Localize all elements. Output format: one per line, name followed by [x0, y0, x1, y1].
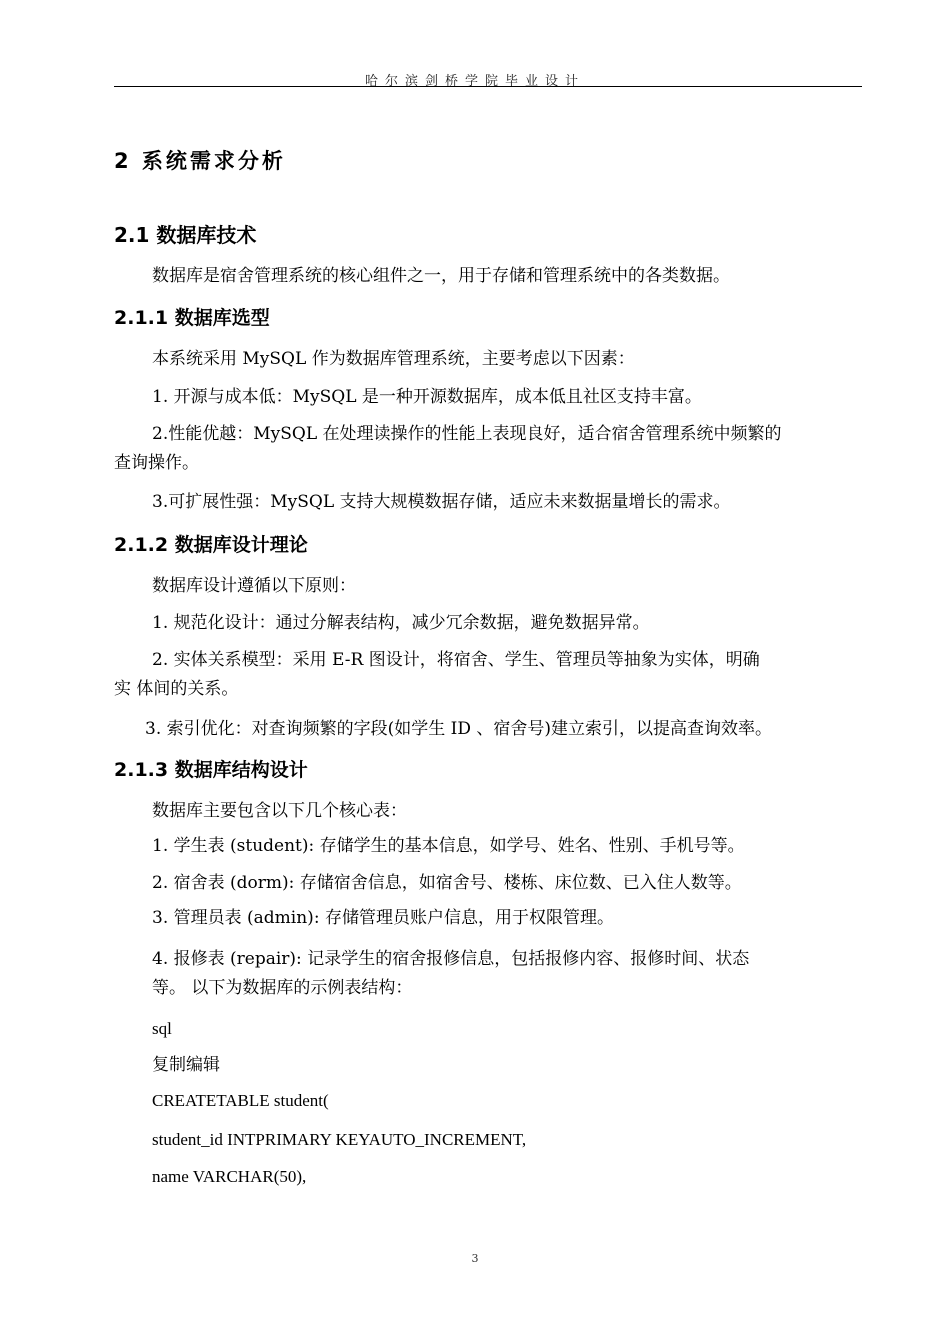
header-rule: [114, 86, 862, 87]
s212-item-1: 1. 规范化设计：通过分解表结构，减少冗余数据，避免数据异常。: [152, 613, 650, 633]
s212-item-2-line-2: 实 体间的关系。: [114, 679, 239, 699]
s211-item-1: 1. 开源与成本低：MySQL 是一种开源数据库，成本低且社区支持丰富。: [152, 387, 702, 407]
chapter-title: 2 系统需求分析: [114, 149, 286, 173]
s212-intro: 数据库设计遵循以下原则：: [152, 576, 356, 596]
code-line-1: CREATETABLE student(: [152, 1091, 329, 1110]
section-2-1-3-heading: 2.1.3 数据库结构设计: [114, 759, 308, 781]
s213-intro: 数据库主要包含以下几个核心表：: [152, 801, 407, 821]
s211-intro: 本系统采用 MySQL 作为数据库管理系统，主要考虑以下因素：: [152, 349, 635, 369]
s211-item-2-line-1: 2.性能优越：MySQL 在处理读操作的性能上表现良好，适合宿舍管理系统中频繁的: [152, 424, 782, 444]
section-2-1-2-heading: 2.1.2 数据库设计理论: [114, 534, 308, 556]
section-2-1-intro: 数据库是宿舍管理系统的核心组件之一，用于存储和管理系统中的各类数据。: [152, 266, 730, 286]
s213-item-4-line-2: 等。 以下为数据库的示例表结构：: [152, 978, 413, 998]
copy-edit-label: 复制编辑: [152, 1055, 220, 1075]
s211-item-3: 3.可扩展性强：MySQL 支持大规模数据存储，适应未来数据量增长的需求。: [152, 492, 731, 512]
s211-item-2-line-2: 查询操作。: [114, 453, 199, 473]
section-2-1-heading: 2.1 数据库技术: [114, 223, 257, 247]
s212-item-3: 3. 索引优化：对查询频繁的字段(如学生 ID 、宿舍号)建立索引，以提高查询效率。: [145, 719, 773, 739]
running-header: 哈尔滨剑桥学院毕业设计: [364, 74, 585, 89]
section-2-1-1-heading: 2.1.1 数据库选型: [114, 307, 270, 329]
s213-item-3: 3. 管理员表 (admin): 存储管理员账户信息，用于权限管理。: [152, 908, 614, 928]
page-number: 3: [471, 1252, 479, 1265]
code-language-label: sql: [152, 1019, 172, 1038]
s213-item-4-line-1: 4. 报修表 (repair): 记录学生的宿舍报修信息，包括报修内容、报修时间、状态: [152, 949, 750, 969]
code-line-3: name VARCHAR(50),: [152, 1167, 307, 1186]
code-line-2: student_id INTPRIMARY KEYAUTO_INCREMENT,: [152, 1130, 527, 1149]
s212-item-2-line-1: 2. 实体关系模型：采用 E-R 图设计，将宿舍、学生、管理员等抽象为实体，明确: [152, 650, 760, 670]
s213-item-1: 1. 学生表 (student): 存储学生的基本信息，如学号、姓名、性别、手机号等。: [152, 836, 745, 856]
s213-item-2: 2. 宿舍表 (dorm): 存储宿舍信息，如宿舍号、楼栋、床位数、已入住人数等。: [152, 873, 742, 893]
